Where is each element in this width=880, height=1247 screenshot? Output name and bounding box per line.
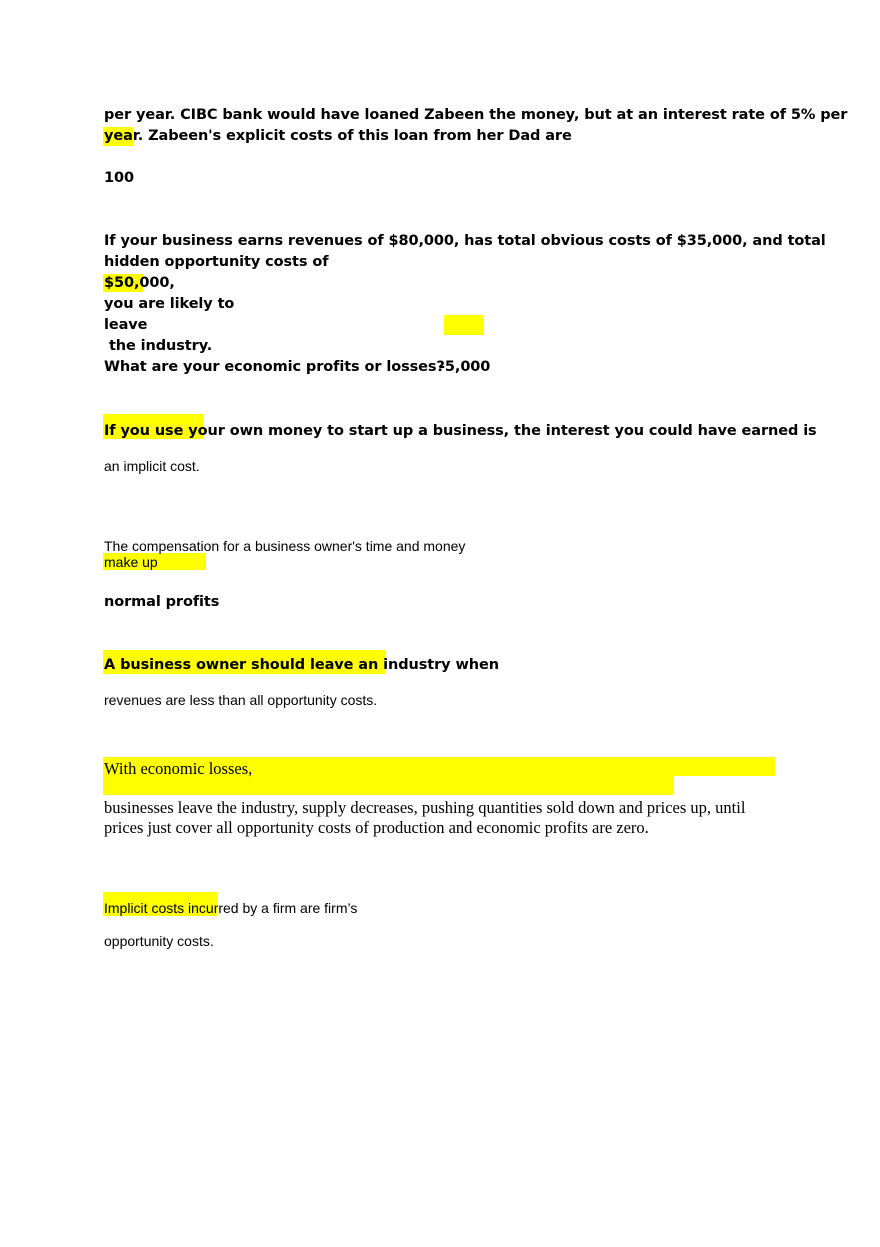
q2-line5: leave bbox=[104, 317, 148, 333]
q6-question: With economic losses, bbox=[104, 759, 253, 778]
q5-answer: revenues are less than all opportunity costs. bbox=[104, 692, 378, 708]
q1-line2: year. Zabeen's explicit costs of this loan from her Dad are bbox=[104, 128, 572, 144]
q5-question: A business owner should leave an industry when bbox=[104, 657, 499, 673]
q3-answer: an implicit cost. bbox=[104, 458, 200, 474]
q2-line7: What are your economic profits or losses? bbox=[104, 359, 445, 375]
q7-question: Implicit costs incurred by a firm are firm’s bbox=[104, 900, 358, 916]
q6-answer-line2: prices just cover all opportunity costs of production and economic profits are zero. bbox=[104, 818, 649, 837]
q1-line1: per year. CIBC bank would have loaned Zabeen the money, but at an interest rate of 5% per bbox=[104, 107, 848, 123]
q4-answer: normal profits bbox=[104, 594, 220, 610]
q2-line6: the industry. bbox=[104, 338, 213, 354]
q6-answer-line1: businesses leave the industry, supply decreases, pushing quantities sold down and prices up, until bbox=[104, 798, 746, 817]
q2-line4: you are likely to bbox=[104, 296, 235, 312]
q3-question: If you use your own money to start up a business, the interest you could have earned is bbox=[104, 423, 817, 439]
q2-line2: hidden opportunity costs of bbox=[104, 254, 329, 270]
q2-line3: $50,000, bbox=[104, 275, 175, 291]
q2-answer: -5,000 bbox=[439, 359, 491, 375]
q2-line1: If your business earns revenues of $80,000, has total obvious costs of $35,000, and total bbox=[104, 233, 826, 249]
q7-answer: opportunity costs. bbox=[104, 933, 214, 949]
highlight-answer-box bbox=[444, 315, 484, 335]
q4-line2: make up bbox=[104, 554, 158, 570]
q1-answer: 100 bbox=[104, 170, 134, 186]
q4-line1: The compensation for a business owner's time and money bbox=[104, 538, 466, 554]
